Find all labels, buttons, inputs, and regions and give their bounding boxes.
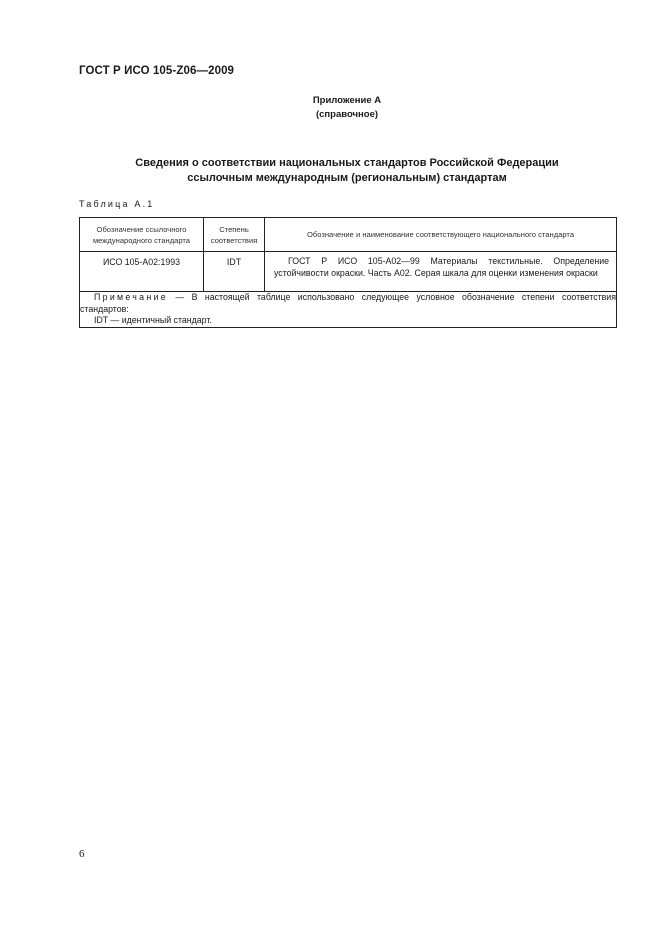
note-legend: IDT — идентичный стандарт. bbox=[94, 315, 212, 325]
note-head: Примечание bbox=[94, 292, 168, 302]
section-title-line-1: Сведения о соответствии национальных стандартов Российской Федерации bbox=[135, 157, 559, 169]
note-text: — В настоящей таблице использовано следующее условное обозначение степени соответствия стандартов: bbox=[80, 292, 616, 314]
header-degree-line-1: Степень bbox=[219, 224, 249, 234]
header-national-standard: Обозначение и наименование соответствующего национального стандарта bbox=[265, 218, 617, 252]
annex-type: (справочное) bbox=[315, 109, 379, 120]
section-title bbox=[79, 156, 615, 186]
header-ref-standard-line-2: международного стандарта bbox=[92, 235, 191, 245]
national-standard-text: ГОСТ Р ИСО 105-А02—99 Материалы текстильные. Определение устойчивости окраски. Часть А02. Серая шкала для оценки изменения окраски bbox=[274, 256, 609, 278]
header-ref-standard-line-1: Обозначение ссылочного bbox=[96, 224, 187, 234]
table-note-row bbox=[80, 292, 617, 328]
table-note bbox=[80, 292, 617, 328]
table-caption: Таблица А.1 bbox=[79, 199, 155, 209]
header-degree-line-2: соответствия bbox=[210, 235, 258, 245]
cell-ref-standard: ИСО 105-А02:1993 bbox=[80, 252, 204, 292]
page-number: 6 bbox=[79, 848, 85, 860]
cell-national-standard bbox=[265, 252, 617, 292]
annex-heading bbox=[79, 94, 615, 122]
cell-degree: IDT bbox=[204, 252, 265, 292]
header-ref-standard bbox=[80, 218, 204, 252]
table-header-row bbox=[80, 218, 617, 252]
correspondence-table bbox=[79, 217, 617, 328]
header-degree bbox=[204, 218, 265, 252]
annex-title: Приложение А bbox=[312, 95, 382, 106]
table-row bbox=[80, 252, 617, 292]
document-code: ГОСТ Р ИСО 105-Z06—2009 bbox=[79, 65, 235, 77]
section-title-line-2: ссылочным международным (региональным) стандартам bbox=[187, 172, 507, 184]
